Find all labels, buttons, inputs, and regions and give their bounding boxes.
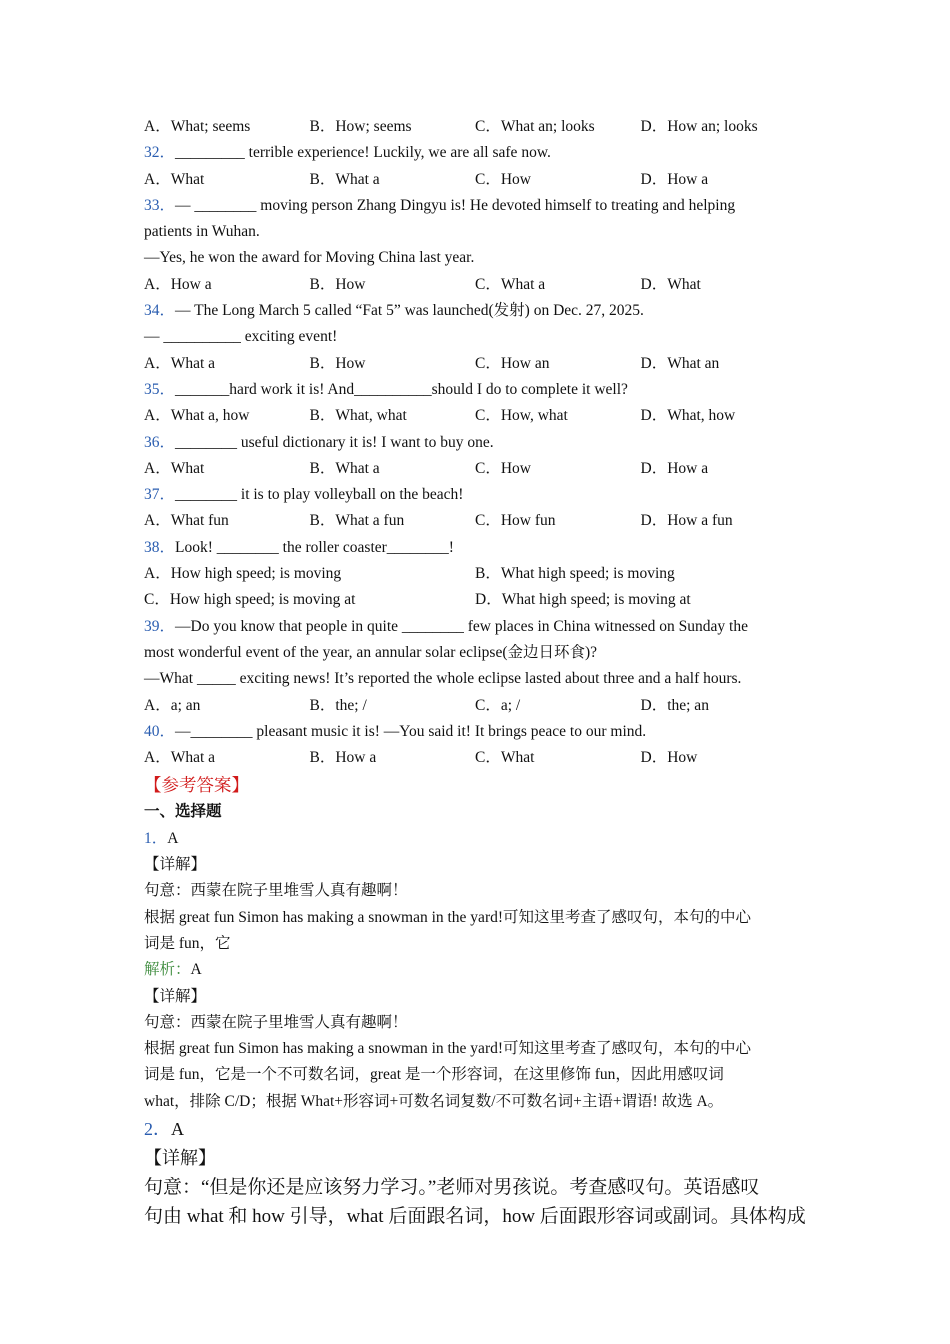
question-text-cont: most wonderful event of the year, an annular solar eclipse(金边日环食)? xyxy=(144,643,598,661)
question-33 xyxy=(144,193,812,219)
option-c[interactable]: C．How high speed; is moving at xyxy=(144,591,356,609)
question-text: _______hard work it is! And__________should I do to complete it well? xyxy=(175,380,628,398)
option-c[interactable]: C．How xyxy=(475,170,531,188)
answer-value: A xyxy=(171,1118,184,1139)
question-40 xyxy=(144,719,812,745)
q36-options xyxy=(144,456,812,482)
question-number: 39． xyxy=(144,617,176,635)
question-number: 34． xyxy=(144,302,176,320)
option-a[interactable]: A．a; an xyxy=(144,696,201,714)
analysis-label: 解析： xyxy=(144,961,191,979)
answer-number: 1． xyxy=(144,829,168,847)
answer-2 xyxy=(144,1115,812,1144)
explanation-line: 词是 fun，它是一个不可数名词，great 是一个形容词，在这里修饰 fun，因此用感叹词 xyxy=(144,1066,724,1084)
question-text: Look! ________ the roller coaster________! xyxy=(175,538,454,556)
option-c[interactable]: C．How an xyxy=(475,354,550,372)
detail-label: 【详解】 xyxy=(144,987,207,1005)
option-a[interactable]: A．What a, how xyxy=(144,407,250,425)
option-d[interactable]: D．the; an xyxy=(640,696,709,714)
explanation-line: 句由 what 和 how 引导，what 后面跟名词，how 后面跟形容词或副词。具体构成 xyxy=(144,1206,806,1228)
question-39 xyxy=(144,614,812,640)
question-text: —________ pleasant music it is! —You said it! It brings peace to our mind. xyxy=(175,722,647,740)
option-c[interactable]: C．a; / xyxy=(475,696,521,714)
option-a[interactable]: A．What a xyxy=(144,749,216,767)
question-number: 32． xyxy=(144,144,176,162)
question-number: 35． xyxy=(144,380,176,398)
option-b[interactable]: B．What, what xyxy=(309,407,407,425)
detail-label: 【详解】 xyxy=(144,1147,216,1168)
question-number: 36． xyxy=(144,433,176,451)
question-35 xyxy=(144,377,812,403)
option-a[interactable]: A．How high speed; is moving xyxy=(144,565,342,583)
analysis-value: A xyxy=(190,961,202,979)
section-heading: 一、选择题 xyxy=(144,803,222,821)
answers-heading: 【参考答案】 xyxy=(144,775,249,796)
question-text-cont: —What _____ exciting news! It’s reported the whole eclipse lasted about three and a half hours. xyxy=(144,670,742,688)
option-d[interactable]: D．What, how xyxy=(640,407,736,425)
document-page xyxy=(144,114,812,1232)
option-c[interactable]: C．What a xyxy=(475,275,546,293)
option-b[interactable]: B．How xyxy=(309,354,366,372)
option-d[interactable]: D．How a xyxy=(640,170,709,188)
option-d[interactable]: D．How xyxy=(640,749,698,767)
question-number: 40． xyxy=(144,722,176,740)
option-b[interactable]: B．How a xyxy=(309,749,377,767)
option-a[interactable]: A．How a xyxy=(144,275,212,293)
q40-options xyxy=(144,745,812,771)
question-text: — ________ moving person Zhang Dingyu is! He devoted himself to treating and helping xyxy=(175,196,736,214)
q34-options xyxy=(144,351,812,377)
explanation-line: what，排除 C/D；根据 What+形容词+可数名词复数/不可数名词+主语+谓语! 故选 A。 xyxy=(144,1092,724,1110)
option-b[interactable]: B．How xyxy=(309,275,366,293)
explanation-line: 词是 fun，它 xyxy=(144,934,231,952)
question-text: —Do you know that people in quite ________ few places in China witnessed on Sunday the xyxy=(175,617,748,635)
q38-options-row1 xyxy=(144,561,812,587)
question-number: 38． xyxy=(144,538,176,556)
answer-1 xyxy=(144,826,812,852)
question-text: ________ useful dictionary it is! I want to buy one. xyxy=(175,433,494,451)
option-c[interactable]: C．What an; looks xyxy=(475,118,595,135)
option-d[interactable]: D．How an; looks xyxy=(640,118,758,135)
question-32 xyxy=(144,140,812,166)
option-a[interactable]: A．What a xyxy=(144,354,216,372)
explanation-line: 根据 great fun Simon has making a snowman in the yard!可知这里考查了感叹句，本句的中心 xyxy=(144,1040,752,1058)
answer-value: A xyxy=(167,829,179,847)
explanation-line: 根据 great fun Simon has making a snowman in the yard!可知这里考查了感叹句，本句的中心 xyxy=(144,908,752,926)
sentence-meaning: 句意：西蒙在院子里堆雪人真有趣啊！ xyxy=(144,882,408,900)
q31-options xyxy=(144,114,812,140)
option-d[interactable]: D．What high speed; is moving at xyxy=(475,591,691,609)
question-text-cont: — __________ exciting event! xyxy=(144,328,338,346)
answer-number: 2． xyxy=(144,1118,171,1139)
analysis xyxy=(144,957,812,983)
question-38 xyxy=(144,535,812,561)
question-text-cont: patients in Wuhan. xyxy=(144,223,260,241)
question-36 xyxy=(144,430,812,456)
option-c[interactable]: C．How xyxy=(475,459,531,477)
q39-options xyxy=(144,693,812,719)
question-34 xyxy=(144,298,812,324)
option-a[interactable]: A．What fun xyxy=(144,512,229,530)
question-37 xyxy=(144,482,812,508)
option-d[interactable]: D．What an xyxy=(640,354,720,372)
option-b[interactable]: B．How; seems xyxy=(309,118,412,135)
option-b[interactable]: B．the; / xyxy=(309,696,367,714)
option-c[interactable]: C．What xyxy=(475,749,535,767)
option-c[interactable]: C．How, what xyxy=(475,407,568,425)
detail-label: 【详解】 xyxy=(144,856,207,874)
q33-options xyxy=(144,272,812,298)
option-d[interactable]: D．How a fun xyxy=(640,512,733,530)
question-number: 33． xyxy=(144,196,176,214)
q38-options-row2 xyxy=(144,587,812,613)
option-b[interactable]: B．What a fun xyxy=(309,512,405,530)
option-d[interactable]: D．How a xyxy=(640,459,709,477)
option-a[interactable]: A．What; seems xyxy=(144,118,251,135)
q32-options xyxy=(144,167,812,193)
option-c[interactable]: C．How fun xyxy=(475,512,556,530)
option-b[interactable]: B．What a xyxy=(309,459,380,477)
option-b[interactable]: B．What a xyxy=(309,170,380,188)
option-a[interactable]: A．What xyxy=(144,459,205,477)
question-text: _________ terrible experience! Luckily, we are all safe now. xyxy=(175,144,551,162)
option-a[interactable]: A．What xyxy=(144,170,205,188)
question-number: 37． xyxy=(144,486,176,504)
sentence-meaning: 句意：西蒙在院子里堆雪人真有趣啊！ xyxy=(144,1013,408,1031)
explanation-line: 句意：“但是你还是应该努力学习。”老师对男孩说。考查感叹句。英语感叹 xyxy=(144,1176,760,1198)
question-text-cont: —Yes, he won the award for Moving China last year. xyxy=(144,249,475,267)
question-text: ________ it is to play volleyball on the beach! xyxy=(175,486,464,504)
question-text: — The Long March 5 called “Fat 5” was launched(发射) on Dec. 27, 2025. xyxy=(175,302,644,320)
q35-options xyxy=(144,403,812,429)
option-b[interactable]: B．What high speed; is moving xyxy=(475,565,675,583)
q37-options xyxy=(144,508,812,534)
option-d[interactable]: D．What xyxy=(640,275,701,293)
